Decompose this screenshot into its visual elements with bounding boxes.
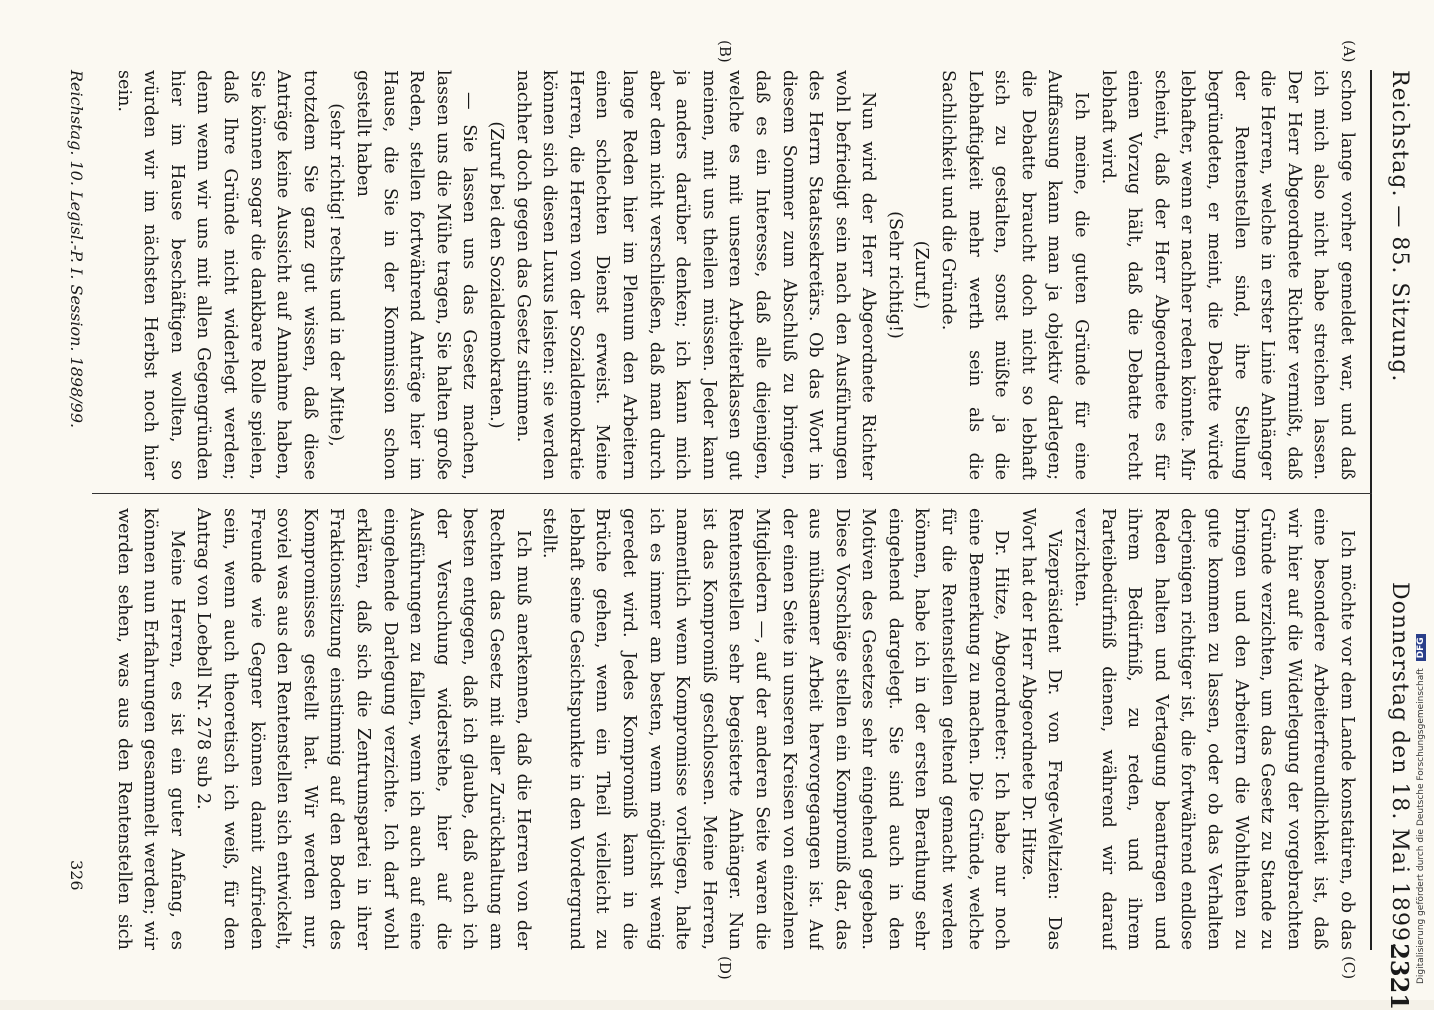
interjection: (Zuruf.)	[908, 70, 935, 480]
right-column	[110, 508, 1360, 950]
paragraph: Meine Herren, es ist ein guter Anfang, es können nun Erfahrungen gesammelt werden; wir werden sehen, was aus den Rentenstellen sich	[110, 508, 190, 950]
page-number: 2321	[1385, 943, 1414, 1010]
digitization-text: Digitalisierung gefördert durch die Deutsche Forschungsgemeinschaft	[1416, 668, 1426, 984]
margin-mark-a: (A)	[1340, 40, 1358, 63]
interjection: (Zuruf bei den Sozialdemokraten.)	[482, 70, 509, 480]
header-date: Donnerstag den 18. Mai 1899.	[1387, 582, 1412, 950]
margin-mark-b: (B)	[716, 40, 734, 63]
dfg-logo-icon: DFG	[1416, 634, 1426, 661]
speaker-paragraph: Vizepräsident Dr. von Frege-Weltzien: Das Wort hat der Herr Abgeordnete Dr. Hitze.	[1014, 508, 1067, 950]
paragraph: Ich muß anerkennen, daß die Herren von der Rechten das Gesetz mit aller Zurückhaltung am besten entgegen, daß ich glaube, daß auch ich der Versuchung widerstehe, hier auf die Ausführungen zu fallen, wenn ich auch auf eine eingehende Darlegung verzichte. Ich darf wohl erklären, daß sich die Zentrumspartei in ihrer Fraktionssitzung einstimmig auf den Boden des Kompromisses gestellt hat. Wir werden nur, soviel was aus den Rentenstellen sich entwickelt, Freunde wie Gegner können damit zufrieden sein, wenn auch theoretisch ich weiß, für den Antrag von Loebell Nr. 278 sub 2.	[190, 508, 536, 950]
paragraph: — Sie lassen uns das Gesetz machen, lassen uns die Mühe tragen, Sie halten große Reden, stellen fortwährend Anträge hier im Hause, die Sie in der Kommission schon gestellt haben	[349, 70, 482, 480]
page-header	[1380, 70, 1420, 950]
header-title: Reichstag. — 85. Sitzung.	[1387, 70, 1412, 382]
column-divider	[92, 493, 1372, 494]
header-rule	[1370, 70, 1372, 950]
interjection: (sehr richtig! rechts und in der Mitte),	[323, 70, 350, 480]
margin-mark-c: (C)	[1340, 956, 1358, 979]
margin-mark-d: (D)	[716, 956, 734, 980]
footer-sheet-number: 326	[67, 860, 86, 891]
left-column	[110, 70, 1360, 480]
speaker-paragraph: Dr. Hitze, Abgeordneter: Ich habe nur noch eine Bemerkung zu machen. Die Gründe, welche für die Rentenstellen geltend gemacht werden können, habe ich in der ersten Berathung sehr eingehend dargelegt. Sie sind auch in den Motiven des Gesetzes sehr eingehend gegeben. Diese Vorschläge stellen ein Kompromiß dar, das aus mühsamer Arbeit hervorgegangen ist. Auf der einen Seite in unseren Kreisen von einzelnen Mitgliedern —, auf der anderen Seite waren die Rentenstellen sehr begeisterte Anhänger. Nun ist das Kompromiß geschlossen. Meine Herren, namentlich wenn Kompromisse vorliegen, halte ich es immer am besten, wenn möglichst wenig geredet wird. Jedes Kompromiß kann in die Brüche gehen, wenn ein Theil vielleicht zu lebhaft seine Gesichtspunkte in den Vordergrund stellt.	[536, 508, 1015, 950]
paragraph: trotzdem Sie ganz gut wissen, daß diese Anträge keine Aussicht auf Annahme haben, Sie können sogar die dankbare Rolle spielen, daß Ihre Gründe nicht widerlegt werden; denn wenn wir uns mit allen Gegengründen hier im Hause beschäftigen wollten, so würden wir im nächsten Herbst noch hier sein.	[110, 70, 323, 480]
paragraph: Ich möchte vor dem Lande konstatiren, ob das eine besondere Arbeiterfreundlichkeit ist, daß wir hier auf die Widerlegung der vorgebrachten Gründe verzichten, um das Gesetz zu Stande zu bringen und den Arbeitern die Wohlthaten zu gute kommen zu lassen, oder ob das Verhalten derjenigen richtiger ist, die fortwährend endlose Reden halten und Vertagung beantragen und ihrem Bedürfniß, zu reden, und ihrem Parteibedürfniß dienen, während wir darauf verzichten.	[1067, 508, 1360, 950]
paragraph: schon lange vorher gemeldet war, und daß ich mich also nicht habe streichen lassen. Der Herr Abgeordnete Richter vermißt, daß die Herren, welche in erster Linie Anhänger der Rentenstellen sind, ihre Stellung begründeten, er meint, die Debatte würde lebhafter, wenn er nachher reden könnte. Mir scheint, daß der Herr Abgeordnete es für einen Vorzug hält, daß die Debatte recht lebhaft wird.	[1094, 70, 1360, 480]
interjection: (Sehr richtig!)	[881, 70, 908, 480]
footer-session-info: Reichstag. 10. Legisl.-P. I. Session. 1898/99.	[67, 70, 86, 428]
digitization-note	[1416, 4, 1426, 984]
paragraph: Nun wird der Herr Abgeordnete Richter wohl befriedigt sein nach den Ausführungen des Herrn Staatssekretärs. Ob das Wort in diesem Sommer zum Abschluß zu bringen, daß es ein Interesse, daß alle diejenigen, welche es mit unseren Arbeiterklassen gut meinen, mit uns theilen müssen. Jeder kann ja anders darüber denken; ich kann mich aber dem nicht verschließen, daß man durch lange Reden hier im Plenum den Arbeitern einen schlechten Dienst erweist. Meine Herren, die Herren von der Sozialdemokratie können sich diesen Luxus leisten: sie werden nachher doch gegen das Gesetz stimmen.	[509, 70, 881, 480]
paragraph: Ich meine, die guten Gründe für eine Auffassung kann man ja objektiv darlegen; die Debatte braucht doch nicht so lebhaft sich zu gestalten, sonst müßte ja die Lebhaftigkeit mehr werth sein als die Sachlichkeit und die Gründe.	[935, 70, 1095, 480]
